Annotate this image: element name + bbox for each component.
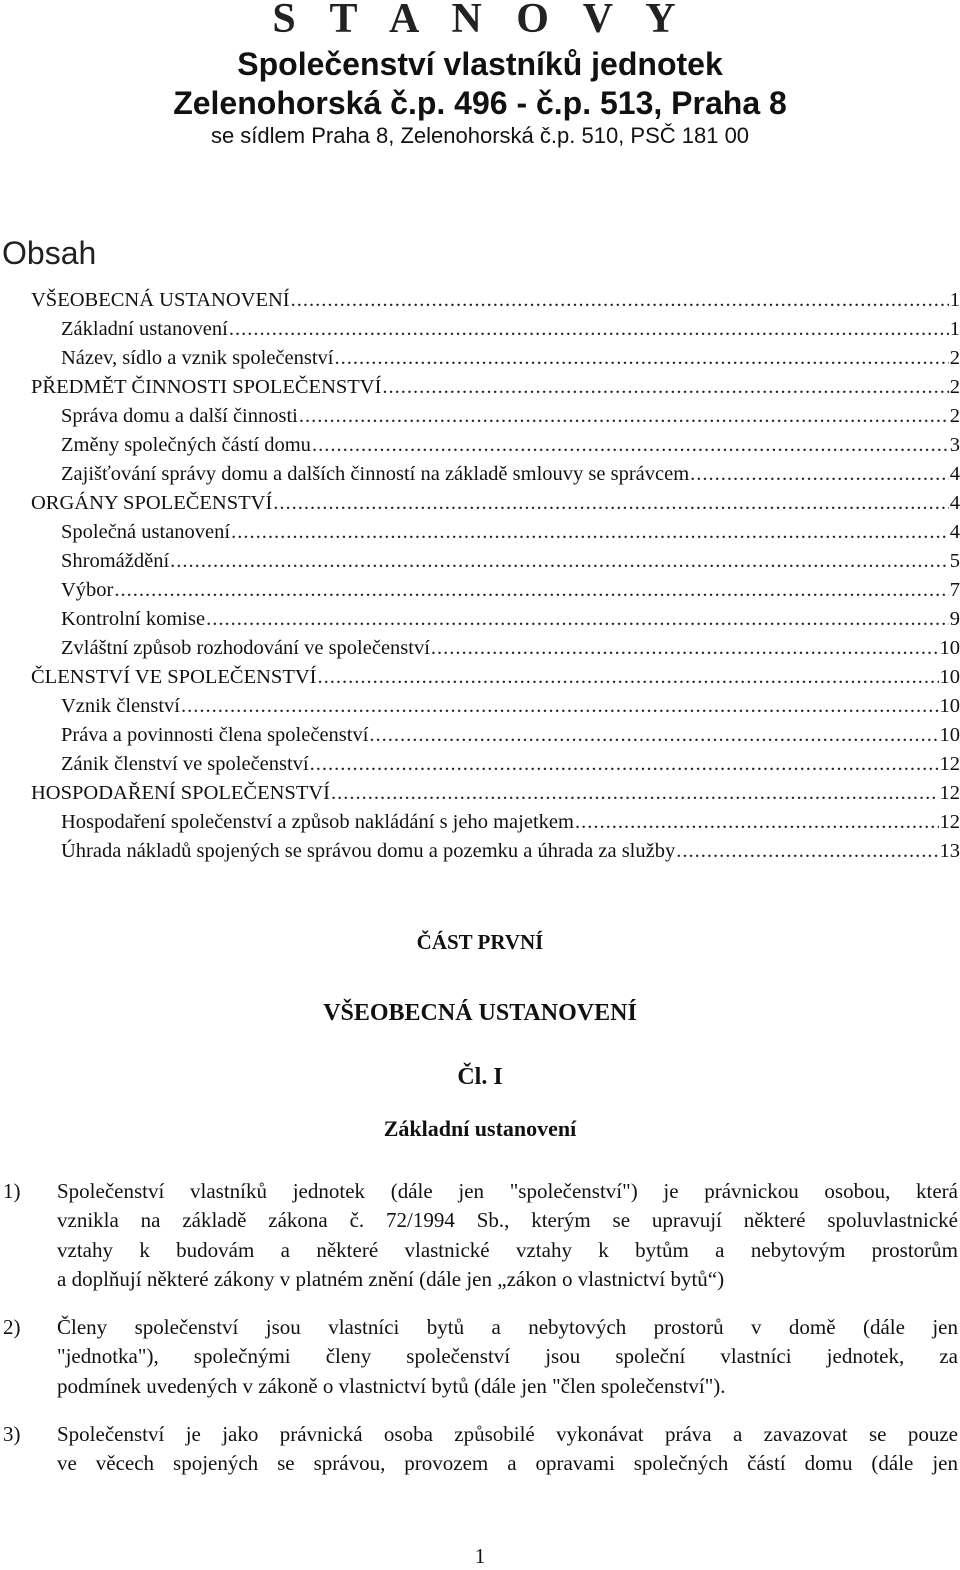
toc-leader-dots [690, 460, 949, 489]
toc-heading: Obsah [2, 235, 97, 271]
toc-entry-page: 9 [949, 608, 960, 630]
toc-entry[interactable] [31, 692, 960, 721]
toc-leader-dots [676, 837, 938, 866]
toc-entry-page: 13 [939, 840, 960, 862]
toc-entry-title: Vznik členství [61, 692, 181, 721]
toc-leader-dots [170, 547, 949, 576]
toc-leader-dots [431, 634, 939, 663]
toc-entry[interactable] [31, 286, 960, 315]
paragraph-line: vztahy k budovám a některé vlastnické vztahy k bytům a nebytovým prostorům [57, 1237, 958, 1262]
toc-entry-title: Základní ustanovení [61, 315, 229, 344]
paragraph-line: ve věcech spojených se správou, provozem a opravami společných částí domu (dále jen [57, 1451, 958, 1476]
paragraph-line: vznikla na základě zákona č. 72/1994 Sb., kterým se upravují některé spoluvlastnické [57, 1208, 958, 1233]
toc-entry[interactable] [31, 547, 960, 576]
toc-leader-dots [229, 315, 949, 344]
toc-entry[interactable] [31, 402, 960, 431]
toc-entry[interactable] [31, 431, 960, 460]
organization-name: Společenství vlastníků jednotek [237, 46, 723, 82]
paragraph-line: podmínek uvedených v zákoně o vlastnictví bytů (dále jen "člen společenství"). [57, 1373, 726, 1398]
toc-entry-page: 4 [949, 521, 960, 543]
page-number: 1 [474, 1544, 486, 1568]
toc-entry[interactable] [31, 315, 960, 344]
toc-leader-dots [312, 431, 949, 460]
toc-entry-title: Zánik členství ve společenství [61, 750, 310, 779]
toc-entry-page: 10 [939, 695, 960, 717]
toc-leader-dots [273, 489, 948, 518]
toc-leader-dots [299, 402, 949, 431]
toc-entry-title: Společná ustanovení [61, 518, 231, 547]
toc-entry-title: HOSPODAŘENÍ SPOLEČENSTVÍ [31, 779, 331, 808]
toc-leader-dots [114, 576, 948, 605]
toc-entry-title: Správa domu a další činnosti [61, 402, 299, 431]
organization-seat: se sídlem Praha 8, Zelenohorská č.p. 510, PSČ 181 00 [210, 123, 750, 148]
toc-entry[interactable] [31, 634, 960, 663]
organization-address: Zelenohorská č.p. 496 - č.p. 513, Praha 8 [173, 85, 787, 121]
toc-entry-title: Hospodaření společenství a způsob nakládání s jeho majetkem [61, 808, 575, 837]
toc-entry-page: 2 [949, 405, 960, 427]
toc-entry-title: Název, sídlo a vznik společenství [61, 344, 335, 373]
table-of-contents [31, 286, 960, 866]
toc-entry-page: 1 [949, 318, 960, 340]
toc-entry-page: 2 [949, 347, 960, 369]
toc-entry-title: Zajišťování správy domu a dalších činností na základě smlouvy se správcem [61, 460, 690, 489]
toc-entry-page: 10 [939, 666, 960, 688]
toc-entry-page: 4 [949, 492, 960, 514]
toc-entry[interactable] [31, 721, 960, 750]
toc-entry-page: 12 [939, 782, 960, 804]
toc-entry[interactable] [31, 576, 960, 605]
toc-leader-dots [206, 605, 949, 634]
toc-entry-title: ORGÁNY SPOLEČENSTVÍ [31, 489, 273, 518]
toc-entry-title: Shromáždění [61, 547, 170, 576]
toc-entry[interactable] [31, 344, 960, 373]
toc-entry-page: 7 [949, 579, 960, 601]
toc-entry[interactable] [31, 808, 960, 837]
toc-entry-title: Zvláštní způsob rozhodování ve společenství [61, 634, 431, 663]
paragraph-text [57, 1177, 958, 1294]
toc-leader-dots [331, 779, 939, 808]
toc-entry-title: Úhrada nákladů spojených se správou domu a pozemku a úhrada za služby [61, 837, 676, 866]
toc-entry-page: 10 [939, 637, 960, 659]
toc-entry-page: 3 [949, 434, 960, 456]
toc-entry-title: Výbor [61, 576, 114, 605]
toc-leader-dots [382, 373, 948, 402]
paragraph-line: a doplňují některé zákony v platném znění (dále jen „zákon o vlastnictví bytů“) [57, 1266, 725, 1291]
part-heading: ČÁST PRVNÍ [416, 930, 544, 954]
toc-entry[interactable] [31, 750, 960, 779]
paragraph-text [57, 1420, 958, 1479]
toc-leader-dots [369, 721, 938, 750]
paragraph-line: "jednotka"), společnými členy společenství jsou společní vlastníci jednotek, za [57, 1344, 958, 1369]
toc-entry[interactable] [31, 518, 960, 547]
toc-entry[interactable] [31, 373, 960, 402]
toc-leader-dots [291, 286, 949, 315]
toc-leader-dots [310, 750, 939, 779]
paragraph-number: 3) [3, 1422, 21, 1446]
paragraph-line: Společenství vlastníků jednotek (dále jen "společenství") je právnickou osobou, která [57, 1179, 958, 1203]
toc-entry[interactable] [31, 663, 960, 692]
toc-leader-dots [575, 808, 939, 837]
toc-entry-page: 2 [949, 376, 960, 398]
document-title: S T A N O V Y [272, 0, 688, 42]
toc-entry-page: 1 [949, 289, 960, 311]
paragraph-number: 1) [3, 1179, 21, 1203]
toc-entry-page: 4 [949, 463, 960, 485]
toc-entry[interactable] [31, 837, 960, 866]
toc-leader-dots [318, 663, 939, 692]
toc-entry[interactable] [31, 489, 960, 518]
toc-entry-page: 12 [939, 753, 960, 775]
section-heading: VŠEOBECNÁ USTANOVENÍ [323, 1000, 637, 1026]
toc-entry-title: Změny společných částí domu [61, 431, 312, 460]
toc-entry[interactable] [31, 460, 960, 489]
toc-leader-dots [231, 518, 949, 547]
article-title: Základní ustanovení [383, 1116, 577, 1141]
toc-leader-dots [335, 344, 949, 373]
toc-entry[interactable] [31, 605, 960, 634]
toc-entry-page: 5 [949, 550, 960, 572]
toc-entry[interactable] [31, 779, 960, 808]
paragraph-number: 2) [3, 1315, 21, 1339]
toc-entry-title: ČLENSTVÍ VE SPOLEČENSTVÍ [31, 663, 318, 692]
toc-entry-page: 12 [939, 811, 960, 833]
article-number: Čl. I [457, 1064, 503, 1090]
paragraph-line: Členy společenství jsou vlastníci bytů a nebytových prostorů v domě (dále jen [57, 1315, 958, 1339]
toc-entry-title: Práva a povinnosti člena společenství [61, 721, 369, 750]
paragraph-line: Společenství je jako právnická osoba způsobilé vykonávat práva a zavazovat se pouze [57, 1422, 958, 1446]
toc-leader-dots [181, 692, 939, 721]
paragraph-text [57, 1313, 958, 1401]
toc-entry-title: VŠEOBECNÁ USTANOVENÍ [31, 286, 291, 315]
toc-entry-title: Kontrolní komise [61, 605, 206, 634]
toc-entry-page: 10 [939, 724, 960, 746]
toc-entry-title: PŘEDMĚT ČINNOSTI SPOLEČENSTVÍ [31, 373, 382, 402]
